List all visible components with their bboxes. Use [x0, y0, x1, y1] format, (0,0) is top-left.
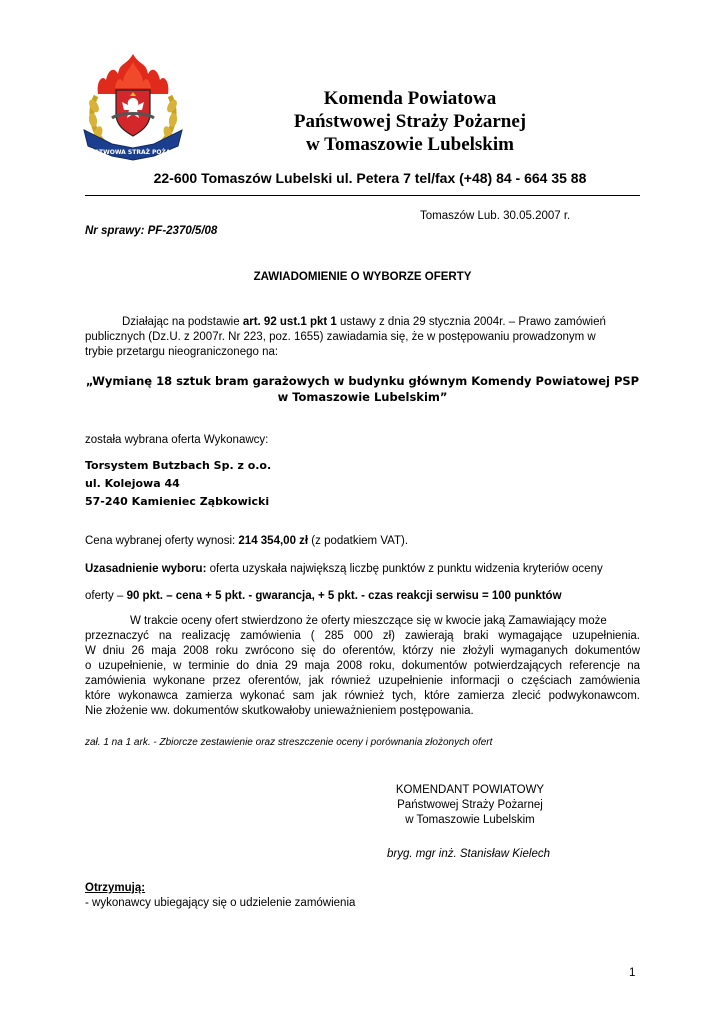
eval-line-7: Nie złożenie ww. dokumentów skutkowałoby unieważnieniem postępowania. [85, 705, 474, 717]
intro-text-a: Działając na podstawie [122, 316, 243, 328]
price-line [85, 535, 408, 547]
points-prefix: oferty – [85, 590, 127, 602]
contractor-name: Torsystem Butzbach Sp. z o.o. [85, 459, 272, 472]
eval-line-5: zamówienia wykonane przez oferentów, jak również uzupełnienie informacji o częściach zamówienia [85, 675, 640, 687]
institution-address: 22-600 Tomaszów Lubelski ul. Petera 7 tel/fax (+48) 84 - 664 35 88 [153, 170, 587, 186]
signature-title: KOMENDANT POWIATOWY [395, 784, 545, 796]
evaluation-paragraph [85, 614, 640, 719]
institution-name-line1: Komenda Powiatowa [323, 88, 497, 109]
intro-line-2: publicznych (Dz.U. z 2007r. Nr 223, poz. 1655) zawiadamia się, że w postępowaniu prowadzonym w [85, 331, 596, 343]
contractor-city: 57-240 Kamieniec Ząbkowicki [85, 495, 270, 508]
price-suffix: (z podatkiem VAT). [308, 535, 409, 547]
header-divider [85, 195, 640, 196]
eval-line-3: W dniu 26 maja 2008 roku zwrócono się do oferentów, którzy nie złożyli wymaganych dokumentów [85, 645, 640, 657]
eval-line-1: W trakcie oceny ofert stwierdzono że oferty mieszczące się w kwocie jaką Zamawiający może [130, 615, 607, 627]
signatory-name: bryg. mgr inż. Stanisław Kielech [387, 848, 550, 860]
reason-line [85, 563, 603, 575]
intro-paragraph [85, 315, 640, 360]
intro-line-1 [85, 315, 640, 330]
reason-label: Uzasadnienie wyboru: [85, 563, 207, 575]
signature-institution: Państwowej Straży Pożarnej [397, 799, 543, 811]
subject-line-1: „Wymianę 18 sztuk bram garażowych w budynku głównym Komendy Powiatowej PSP [85, 374, 640, 388]
price-value: 214 354,00 zł [238, 535, 309, 547]
contractor-block [85, 457, 271, 511]
eval-line-6: które wykonawca zamierza wykonać sam jak również tych, które zamierza zlecić podwykonawcom. [85, 690, 640, 702]
attachment-note: zał. 1 na 1 ark. - Zbiorcze zestawienie oraz streszczenie oceny i porównania złożonych ofert [85, 737, 493, 748]
page-number: 1 [629, 967, 636, 979]
intro-text-c: ustawy z dnia 29 stycznia 2004r. – Prawo zamówień [336, 316, 606, 328]
signature-block [370, 783, 570, 828]
document-title: ZAWIADOMIENIE O WYBORZE OFERTY [253, 271, 472, 283]
eval-line-4: o uzupełnienie, w terminie do dnia 29 maja 2008 roku, dokumentów potwierdzających referencje na [85, 660, 640, 672]
legal-basis: art. 92 ust.1 pkt 1 [242, 316, 337, 328]
points-value: 90 pkt. – cena + 5 pkt. - gwarancja, + 5 pkt. - czas reakcji serwisu = 100 punktów [126, 590, 562, 602]
subject-line-2: w Tomaszowie Lubelskim” [277, 390, 448, 404]
fire-emblem-icon [82, 52, 184, 164]
procurement-subject [85, 373, 640, 405]
price-label: Cena wybranej oferty wynosi: [85, 535, 239, 547]
institution-name-line3: w Tomaszowie Lubelskim [306, 134, 514, 155]
fire-service-logo [82, 52, 184, 164]
points-line [85, 590, 562, 602]
recipients-heading: Otrzymują: [85, 882, 146, 894]
svg-text:PAŃSTWOWA STRAŻ POŻARNA: PAŃSTWOWA STRAŻ POŻARNA [82, 149, 184, 156]
signature-location: w Tomaszowie Lubelskim [405, 814, 535, 826]
reason-text: oferta uzyskała największą liczbę punktów z punktu widzenia kryteriów oceny [206, 563, 603, 575]
institution-name [210, 87, 610, 156]
chosen-offer-label: została wybrana oferta Wykonawcy: [85, 434, 269, 446]
case-number: Nr sprawy: PF-2370/5/08 [85, 225, 218, 237]
intro-line-3: trybie przetargu nieograniczonego na: [85, 346, 279, 358]
eval-line-2: przeznaczyć na realizację zamówienia ( 285 000 zł) zawierają braki wymagające uzupełnienia. [85, 630, 640, 642]
institution-name-line2: Państwowej Straży Pożarnej [293, 111, 527, 132]
recipient-item: - wykonawcy ubiegający się o udzielenie zamówienia [85, 897, 356, 909]
contractor-street: ul. Kolejowa 44 [85, 477, 180, 490]
place-and-date: Tomaszów Lub. 30.05.2007 r. [420, 210, 571, 222]
